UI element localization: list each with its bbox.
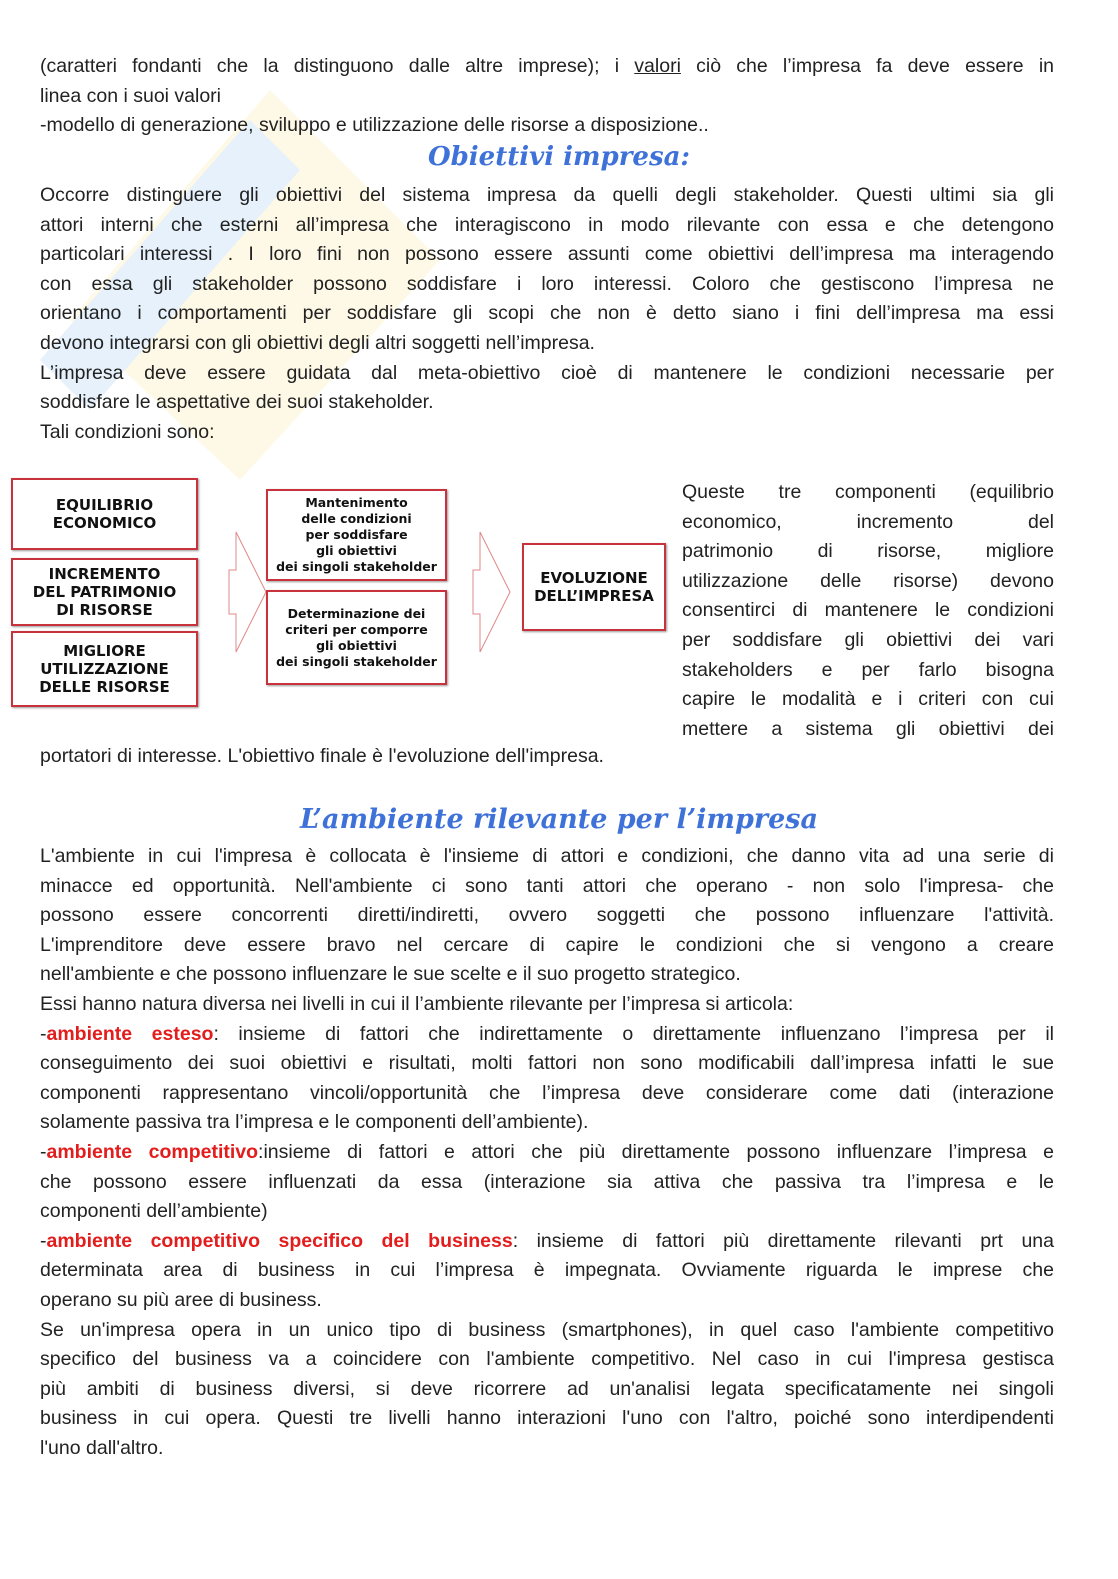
text-line: patrimonio di risorse, migliore [682,540,1054,563]
text-line: per soddisfare gli obiettivi dei vari [682,628,1054,651]
arrow-right-icon [228,530,268,654]
text-line: operano su più aree di business. [40,1288,322,1311]
text-line: componenti dell’ambiente) [40,1200,268,1223]
text-line: business in cui opera. Questi tre livelli hanno interazioni l'uno con l'altro, poiché sono interdipendenti [40,1407,1054,1430]
text-line: L'imprenditore deve essere bravo nel cercare di capire le condizioni che si vengono a creare [40,933,1054,956]
text-line: devono integrarsi con gli obiettivi degli altri soggetti nell’impresa. [40,331,595,354]
list-item-first-line: -ambiente competitivo specifico del business: insieme di fattori più direttamente rilevanti prt una [40,1229,1054,1252]
highlighted-term: ambiente competitivo specifico del business [46,1229,513,1252]
text-line: più ambiti di business diversi, si deve ricorrere ad un'analisi legata specificatamente nei singoli [40,1377,1054,1400]
text-line: l'uno dall'altro. [40,1436,164,1459]
text-line: nell'ambiente e che possono influenzare le sue scelte e il suo progetto strategico. [40,963,741,986]
section-title-ambiente: L’ambiente rilevante per l’impresa [300,804,818,835]
section-title-obiettivi: Obiettivi impresa: [427,142,691,172]
text-line: conseguimento dei suoi obiettivi e risultati, molti fattori non sono modificabili dall’impresa infatti le sue [40,1052,1054,1075]
text-line: attori interni che esterni all’impresa che interagiscono in modo rilevante con essa e che detengono [40,213,1054,236]
underlined-term: valori [634,55,681,77]
arrow-right-icon [472,530,512,654]
text-line: consentirci di mantenere le condizioni [682,599,1054,622]
text-line: Queste tre componenti (equilibrio [682,481,1054,503]
highlighted-term: ambiente esteso [46,1022,214,1045]
text-line: con essa gli stakeholder possono soddisfare i loro interessi. Coloro che gestiscono l’impresa ne [40,272,1054,295]
diagram-box-determinazione: Determinazione dei criteri per comporre gli obiettivi dei singoli stakeholder [266,590,447,685]
text-line: solamente passiva tra l’impresa e le componenti dell’ambiente). [40,1111,589,1134]
text-line: minacce ed opportunità. Nell'ambiente ci sono tanti attori che operano - non solo l'impresa- che [40,874,1054,897]
diagram-box-evoluzione: EVOLUZIONE DELL’IMPRESA [522,543,666,631]
text-line: componenti rappresentano vincoli/opportunità che l’impresa deve considerare come dati (interazione [40,1081,1054,1104]
text-line: particolari interessi . I loro fini non possono essere assunti come obiettivi dell’impresa ma interagendo [40,243,1054,266]
text-line: mettere a sistema gli obiettivi dei [682,717,1054,740]
text-line: che possono essere influenzati da essa (interazione sia attiva che passiva tra l’impresa e le [40,1170,1054,1193]
text-line: determinata area di business in cui l’impresa è impegnata. Ovviamente riguarda le imprese che [40,1259,1054,1282]
obiettivi-paragraph [40,181,1054,447]
diagram-box-equilibrio: EQUILIBRIO ECONOMICO [11,478,198,550]
list-item-first-line: -ambiente competitivo:insieme di fattori e attori che più direttamente possono influenzare l’impresa e [40,1140,1054,1163]
text-line: Essi hanno natura diversa nei livelli in cui il l’ambiente rilevante per l’impresa si articola: [40,992,794,1015]
text-line: Tali condizioni sono: [40,420,215,443]
diagram-side-text [682,478,1054,744]
text-line: L'ambiente in cui l'impresa è collocata è l'insieme di attori e condizioni, che danno vita ad una serie di [40,845,1054,867]
after-diagram-text: portatori di interesse. L'obiettivo finale è l'evoluzione dell'impresa. [40,745,604,767]
text-line: stakeholders e per farlo bisogna [682,658,1054,681]
text-line: specifico del business va a coincidere con l'ambiente competitivo. Nel caso in cui l'impresa gestisca [40,1348,1054,1371]
diagram-box-migliore: MIGLIORE UTILIZZAZIONE DELLE RISORSE [11,631,198,707]
text-line: capire le modalità e i criteri con cui [682,688,1054,711]
text-line: possono essere concorrenti diretti/indiretti, ovvero soggetti che possono influenzare l'attività. [40,904,1054,927]
list-item-first-line: -ambiente esteso: insieme di fattori che indirettamente o direttamente influenzano l’impresa per il [40,1022,1054,1045]
diagram-box-mantenimento: Mantenimento delle condizioni per soddisfare gli obiettivi dei singoli stakeholder [266,489,447,581]
text-line: orientano i comportamenti per soddisfare gli scopi che non è detto siano i fini dell’impresa ma essi [40,302,1054,325]
diagram-box-incremento: INCREMENTO DEL PATRIMONIO DI RISORSE [11,558,198,626]
intro-paragraph: (caratteri fondanti che la distinguono dalle altre imprese); i valori ciò che l’impresa fa deve essere in linea con i suoi valori -modello di generazione, sviluppo e utilizzazione delle risorse a disposizione.. [40,55,1054,137]
text-line: soddisfare le aspettative dei suoi stakeholder. [40,391,434,414]
highlighted-term: ambiente competitivo [46,1140,259,1163]
text-line: economico, incremento del [682,510,1054,533]
text-line: L’impresa deve essere guidata dal meta-obiettivo cioè di mantenere le condizioni necessarie per [40,361,1054,384]
text-line: Occorre distinguere gli obiettivi del sistema impresa da quelli degli stakeholder. Questi ultimi sia gli [40,184,1054,206]
ambiente-paragraph [40,842,1054,1463]
text-line: utilizzazione delle risorse) devono [682,569,1054,592]
text-line: Se un'impresa opera in un unico tipo di business (smartphones), in quel caso l'ambiente competitivo [40,1318,1054,1341]
